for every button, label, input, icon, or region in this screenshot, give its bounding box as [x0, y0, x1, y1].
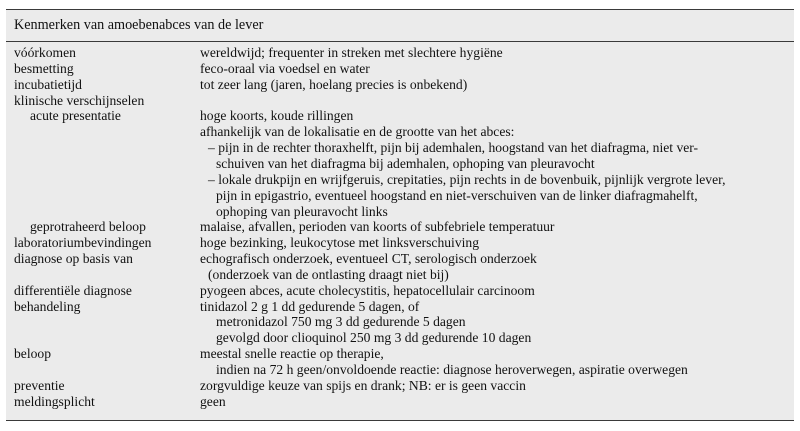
table-row [6, 77, 794, 93]
table-row [6, 61, 794, 77]
table-row [6, 235, 794, 251]
table-top-rule [6, 9, 794, 10]
row-label: behandeling [14, 298, 81, 314]
row-label: meldingsplicht [14, 393, 95, 409]
table-bottom-rule [6, 420, 794, 421]
table-row [6, 124, 794, 140]
table-row [6, 267, 794, 283]
row-label: vóórkomen [14, 45, 76, 60]
table-row [6, 188, 794, 204]
row-value: hoge bezinking, leukocytose met linksverschuiving [200, 235, 479, 251]
row-value: pijn in epigastrio, eventueel hoogstand en niet-verschuiven van de linker diafragmahelft, [216, 187, 698, 203]
table-row [6, 378, 794, 394]
table-row [6, 204, 794, 220]
row-value: malaise, afvallen, perioden van koorts of subfebriele temperatuur [200, 219, 555, 235]
row-label: diagnose op basis van [14, 251, 133, 267]
table-row [6, 314, 794, 330]
table-row [6, 394, 794, 410]
row-value: hoge koorts, koude rillingen [200, 108, 354, 124]
table-row [6, 93, 794, 109]
row-label: acute presentatie [30, 108, 121, 124]
table-row [6, 172, 794, 188]
amoebic-abscess-table [6, 9, 794, 421]
row-label: incubatietijd [14, 76, 82, 92]
row-value: tot zeer lang (jaren, hoelang precies is onbekend) [200, 76, 468, 92]
table-row [6, 45, 794, 61]
row-label: beloop [14, 346, 51, 362]
row-value: pyogeen abces, acute cholecystitis, hepatocellulair carcinoom [200, 282, 535, 298]
row-label: laboratoriumbevindingen [14, 235, 152, 251]
table-row [6, 330, 794, 346]
table-row [6, 156, 794, 172]
table-header-rule [6, 41, 794, 42]
row-value: schuiven van het diafragma bij ademhalen, ophoping van pleuravocht [216, 155, 595, 171]
row-value: wereldwijd; frequenter in streken met slechtere hygiëne [200, 45, 503, 60]
table-row [6, 140, 794, 156]
table-row [6, 108, 794, 124]
row-value: metronidazol 750 mg 3 dd gedurende 5 dagen [216, 314, 466, 330]
row-value: echografisch onderzoek, eventueel CT, serologisch onderzoek [200, 251, 537, 267]
row-value: geen [200, 393, 226, 409]
table-row [6, 346, 794, 362]
row-value: tinidazol 2 g 1 dd gedurende 5 dagen, of [200, 298, 420, 314]
row-value: meestal snelle reactie op therapie, [200, 346, 384, 362]
table-row [6, 362, 794, 378]
row-label: differentiële diagnose [14, 282, 132, 298]
table-row [6, 299, 794, 315]
row-label: besmetting [14, 60, 74, 76]
row-label: geprotraheerd beloop [30, 219, 146, 235]
table-row [6, 251, 794, 267]
table-row [6, 219, 794, 235]
row-value: indien na 72 h geen/onvoldoende reactie: diagnose heroverwegen, aspiratie overwegen [216, 362, 688, 377]
row-value: gevolgd door clioquinol 250 mg 3 dd gedurende 10 dagen [216, 330, 532, 346]
row-value: feco-oraal via voedsel en water [200, 60, 370, 76]
row-label: preventie [14, 377, 65, 393]
table-title: Kenmerken van amoebenabces van de lever [14, 17, 264, 33]
row-value: ophoping van pleuravocht links [216, 203, 388, 219]
table-row [6, 283, 794, 299]
row-label: klinische verschijnselen [14, 92, 145, 108]
row-value: (onderzoek van de ontlasting draagt niet bij) [208, 266, 449, 282]
row-value: – pijn in de rechter thoraxhelft, pijn bij ademhalen, hoogstand van het diafragma, niet ver- [208, 140, 699, 156]
row-value: zorgvuldige keuze van spijs en drank; NB: er is geen vaccin [200, 377, 526, 393]
row-value: – lokale drukpijn en wrijfgeruis, crepitaties, pijn rechts in de bovenbuik, pijnlijk vergrote lever, [208, 171, 726, 187]
row-value: afhankelijk van de lokalisatie en de grootte van het abces: [200, 124, 515, 140]
